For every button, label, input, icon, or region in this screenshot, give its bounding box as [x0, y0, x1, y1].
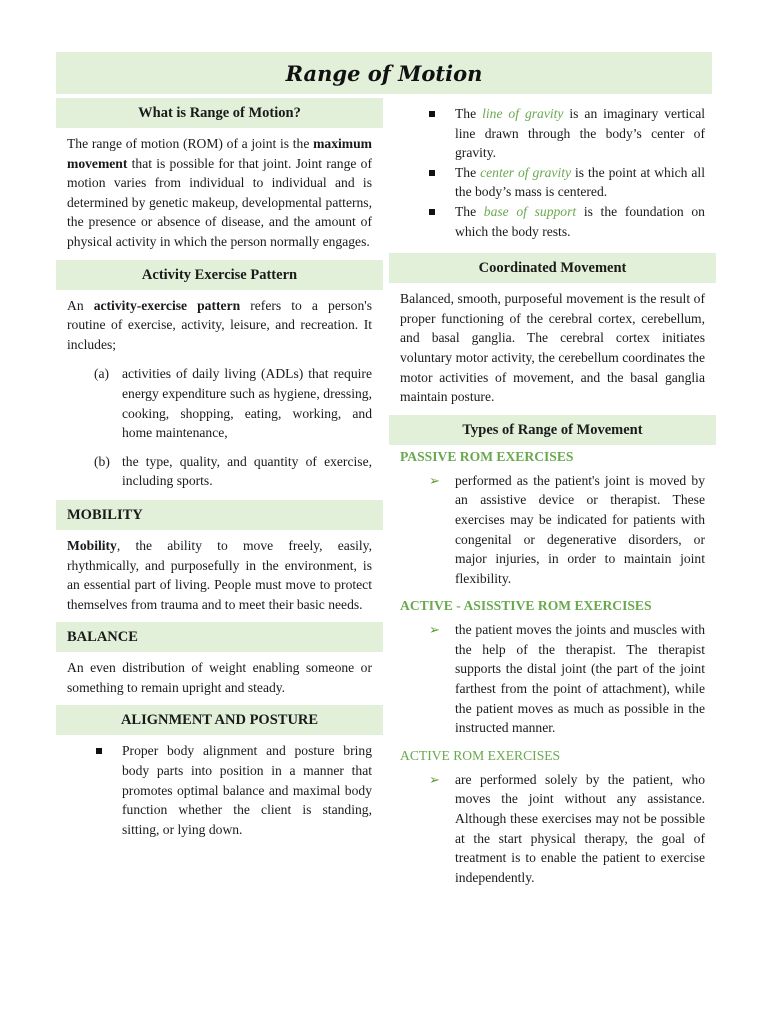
bullet-icon	[429, 209, 435, 215]
list-item: The line of gravity is an imaginary vertical line drawn through the body’s center of gravity.	[429, 104, 705, 163]
alignment-list	[56, 735, 383, 839]
list-item: The center of gravity is the point at which all the body’s mass is centered.	[429, 163, 705, 202]
activity-heading: Activity Exercise Pattern	[56, 260, 383, 290]
list-item: ➢ are performed solely by the patient, who moves the joint without any assistance. Although these exercises may not be possible at the start physical therapy, the goal of treatment is to enable the patient to exercise independently.	[429, 770, 705, 888]
list-item: ➢ performed as the patient's joint is moved by an assistive device or therapist. These exercises may be indicated for patients with congenital or degenerative disorders, or major injuries, in order to maintain joint flexibility.	[429, 471, 705, 589]
right-column	[389, 104, 716, 887]
assistive-list	[389, 620, 716, 738]
balance-heading: BALANCE	[56, 622, 383, 652]
arrow-bullet-icon: ➢	[429, 771, 440, 787]
types-heading: Types of Range of Movement	[389, 415, 716, 445]
assistive-title: ACTIVE - ASISSTIVE ROM EXERCISES	[400, 598, 652, 614]
mobility-heading: MOBILITY	[56, 500, 383, 530]
rom-heading: What is Range of Motion?	[56, 98, 383, 128]
active-title: ACTIVE ROM EXERCISES	[400, 747, 561, 763]
left-column	[56, 98, 383, 839]
list-item: Proper body alignment and posture bring body parts into position in a manner that promotes optimal balance and maximal body function whether the client is standing, sitting, or lying down.	[96, 741, 372, 839]
list-item: (b) the type, quality, and quantity of exercise, including sports.	[94, 453, 372, 489]
coordinated-paragraph: Balanced, smooth, purposeful movement is the result of proper functioning of the cerebral cortex, cerebellum, and basal ganglia. The cerebral cortex initiates voluntary motor activity, the cerebellum coordinates the motor activities of movement, and the basal ganglia maintain posture.	[400, 291, 705, 405]
coordinated-heading: Coordinated Movement	[389, 253, 716, 283]
rom-paragraph: The range of motion (ROM) of a joint is the maximum movement that is possible for that joint. Joint range of motion varies from individual to individual and is determined by genetic makeup, developmental patterns, the presence or absence of disease, and the amount of physical activity in which the person normally engages.	[67, 136, 372, 249]
passive-list	[389, 471, 716, 589]
bullet-icon	[96, 748, 102, 754]
bullet-icon	[429, 170, 435, 176]
gravity-list	[389, 104, 716, 245]
page-title: Range of Motion	[56, 52, 712, 94]
passive-title: PASSIVE ROM EXERCISES	[400, 448, 574, 464]
list-item: (a) activities of daily living (ADLs) that require energy expenditure such as hygiene, dressing, cooking, shopping, eating, working, and home maintenance,	[94, 366, 372, 441]
arrow-bullet-icon: ➢	[429, 472, 440, 488]
activity-list	[56, 364, 383, 491]
list-item: The base of support is the foundation on which the body rests.	[429, 202, 705, 241]
list-item: ➢ the patient moves the joints and muscles with the help of the therapist. The therapist supports the distal joint (the part of the joint farthest from the point of attachment), while the patient moves as much as possible in the instructed manner.	[429, 620, 705, 738]
mobility-paragraph: Mobility, the ability to move freely, easily, rhythmically, and purposefully in the environment, is an essential part of living. People must move to protect themselves from trauma and to meet their basic needs.	[67, 537, 372, 612]
alignment-heading: ALIGNMENT AND POSTURE	[56, 705, 383, 735]
active-list	[389, 770, 716, 888]
bullet-icon	[429, 111, 435, 117]
arrow-bullet-icon: ➢	[429, 622, 440, 638]
balance-paragraph: An even distribution of weight enabling someone or something to remain upright and steady.	[67, 660, 372, 695]
activity-paragraph: An activity-exercise pattern refers to a person's routine of exercise, activity, leisure, and recreation. It includes;	[67, 297, 373, 352]
